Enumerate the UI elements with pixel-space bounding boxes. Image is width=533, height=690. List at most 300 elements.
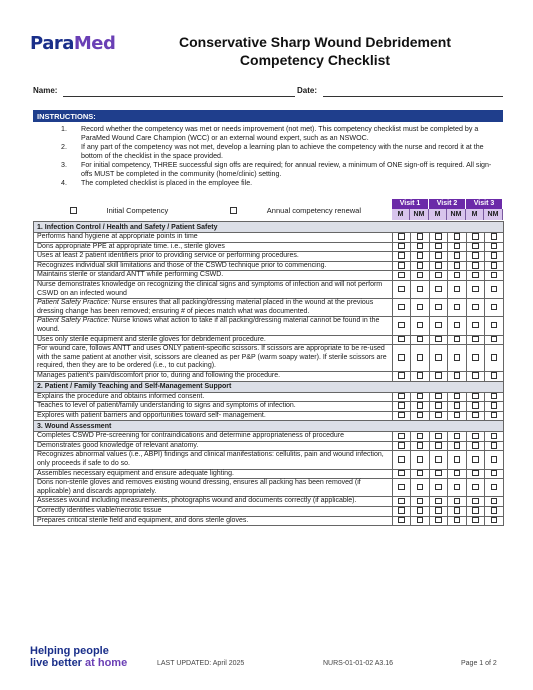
check-cell <box>485 335 504 345</box>
visit-2-met-checkbox[interactable] <box>435 243 442 250</box>
name-label: Name: <box>33 86 58 95</box>
visit-2-not-met-checkbox[interactable] <box>454 402 461 409</box>
visit-3-header: Visit 3 <box>466 199 503 209</box>
visit-1-met-checkbox[interactable] <box>398 470 405 477</box>
visit-3-met-checkbox[interactable] <box>472 507 479 514</box>
visit-2-not-met-checkbox[interactable] <box>454 286 461 293</box>
visit-1-not-met-checkbox[interactable] <box>417 517 424 524</box>
check-cell <box>467 469 485 479</box>
check-cell <box>485 299 504 317</box>
table-row <box>34 252 504 262</box>
visit-2-not-met-checkbox[interactable] <box>454 262 461 269</box>
visit-2-not-met-checkbox[interactable] <box>454 393 461 400</box>
task-text: Performs hand hygiene at appropriate points in time <box>37 233 198 240</box>
visit-1-met-checkbox[interactable] <box>398 286 405 293</box>
check-cell <box>430 479 448 497</box>
visit-1-not-met-checkbox[interactable] <box>417 372 424 379</box>
visit-1-met-checkbox[interactable] <box>398 233 405 240</box>
competency-task <box>34 441 393 451</box>
instruction-number: 2. <box>61 143 67 151</box>
check-cell <box>430 516 448 526</box>
visit-3-met-checkbox[interactable] <box>472 372 479 379</box>
task-text: Nurse demonstrates knowledge on recognizing the clinical signs and symptoms of infection and will not perform CSWD on an infected wound <box>37 280 383 297</box>
visit-3-met-checkbox[interactable] <box>472 336 479 343</box>
document-code: NURS-01-01-02 A3.16 <box>323 660 394 667</box>
instruction-item <box>61 161 502 179</box>
visit-2-not-met-checkbox[interactable] <box>454 498 461 505</box>
visit-2-not-met-checkbox[interactable] <box>454 372 461 379</box>
visit-1-met-checkbox[interactable] <box>398 456 405 463</box>
visit-3-met-checkbox[interactable] <box>472 402 479 409</box>
competency-task <box>34 411 393 421</box>
check-cell <box>448 479 467 497</box>
check-cell <box>411 507 430 517</box>
visit-1-not-met-checkbox[interactable] <box>417 354 424 361</box>
visit-3-not-met-checkbox[interactable] <box>491 272 498 279</box>
visit-2-not-met-checkbox[interactable] <box>454 354 461 361</box>
visit-1-met-checkbox[interactable] <box>398 442 405 449</box>
check-cell <box>467 233 485 243</box>
visit-2-met-checkbox[interactable] <box>435 470 442 477</box>
check-cell <box>467 411 485 421</box>
check-cell <box>448 261 467 271</box>
check-cell <box>485 345 504 372</box>
check-cell <box>393 371 411 381</box>
competency-task <box>34 233 393 243</box>
visit-1-not-met-checkbox[interactable] <box>417 484 424 491</box>
visit-1-not-met-checkbox[interactable] <box>417 262 424 269</box>
visit-1-met-checkbox[interactable] <box>398 262 405 269</box>
check-cell <box>448 317 467 335</box>
name-field[interactable] <box>63 96 295 97</box>
check-cell <box>430 411 448 421</box>
check-cell <box>411 441 430 451</box>
check-cell <box>485 233 504 243</box>
check-cell <box>411 392 430 402</box>
visit-3-not-met-checkbox[interactable] <box>491 412 498 419</box>
visit-2-not-met-checkbox[interactable] <box>454 252 461 259</box>
competency-task <box>34 497 393 507</box>
check-cell <box>393 441 411 451</box>
check-cell <box>430 371 448 381</box>
check-cell <box>411 411 430 421</box>
page-number: Page 1 of 2 <box>461 660 497 667</box>
check-cell <box>485 479 504 497</box>
check-cell <box>393 261 411 271</box>
visit-3-not-met-checkbox[interactable] <box>491 433 498 440</box>
check-cell <box>411 497 430 507</box>
check-cell <box>485 271 504 281</box>
check-cell <box>448 392 467 402</box>
visit-3-not-met-checkbox[interactable] <box>491 354 498 361</box>
check-cell <box>448 432 467 442</box>
table-row <box>34 261 504 271</box>
visit-2-met-checkbox[interactable] <box>435 433 442 440</box>
visit-3-met-checkbox[interactable] <box>472 456 479 463</box>
visit-1-not-met-checkbox[interactable] <box>417 243 424 250</box>
date-label: Date: <box>297 86 318 95</box>
page-title <box>150 33 480 69</box>
check-cell <box>467 252 485 262</box>
visit-2-met-checkbox[interactable] <box>435 402 442 409</box>
visit-3-met-checkbox[interactable] <box>472 517 479 524</box>
visit-3-met-checkbox[interactable] <box>472 243 479 250</box>
table-row <box>34 411 504 421</box>
visit-1-met-checkbox[interactable] <box>398 498 405 505</box>
check-cell <box>411 261 430 271</box>
check-cell <box>411 233 430 243</box>
visit-2-not-met-checkbox[interactable] <box>454 507 461 514</box>
visit-1-not-met-checkbox[interactable] <box>417 286 424 293</box>
visit-1-met-checkbox[interactable] <box>398 322 405 329</box>
visit-1-not-met-checkbox[interactable] <box>417 393 424 400</box>
check-cell <box>485 242 504 252</box>
check-cell <box>430 317 448 335</box>
visit-1-not-met-checkbox[interactable] <box>417 498 424 505</box>
paramed-logo: ParaMed <box>30 33 116 54</box>
check-cell <box>467 371 485 381</box>
check-cell <box>393 497 411 507</box>
instruction-item <box>61 125 502 143</box>
competency-type-options <box>70 206 421 215</box>
visit-1-met-checkbox[interactable] <box>398 393 405 400</box>
task-text: Uses at least 2 patient identifiers prior to providing service or performing procedures. <box>37 252 299 260</box>
visit-3-met-checkbox[interactable] <box>472 433 479 440</box>
visit-3-met-checkbox[interactable] <box>472 262 479 269</box>
footer-tagline: Helping people live better at home <box>30 645 128 669</box>
visit-1-not-met-checkbox[interactable] <box>417 336 424 343</box>
check-cell <box>430 497 448 507</box>
visit-2-met-checkbox[interactable] <box>435 286 442 293</box>
check-cell <box>467 299 485 317</box>
annual-renewal-checkbox[interactable] <box>230 207 237 214</box>
visit-1-not-met-checkbox[interactable] <box>417 456 424 463</box>
visit-3-not-met-checkbox[interactable] <box>491 470 498 477</box>
visit-2-met-checkbox[interactable] <box>435 442 442 449</box>
section-header-row <box>34 222 504 233</box>
task-text: Dons non-sterile gloves and removes existing wound dressing, ensures all packing has been removed (if applicable) and discards appropriately. <box>37 479 361 495</box>
table-row <box>34 345 504 372</box>
check-cell <box>467 441 485 451</box>
instruction-item <box>61 179 502 188</box>
visit-3-not-met-checkbox[interactable] <box>491 498 498 505</box>
check-cell <box>393 402 411 412</box>
instruction-text: For initial competency, THREE successful sign offs are required; for annual review, a minimum of ONE sign-off is required. All sign-offs MUST be completed in the community (home/clinic) setting. <box>81 161 492 178</box>
competency-task <box>34 451 393 469</box>
visit-1-met-checkbox[interactable] <box>398 372 405 379</box>
annual-renewal-option[interactable]: Annual competency renewal <box>230 206 391 215</box>
visit-3-not-met-checkbox[interactable] <box>491 442 498 449</box>
table-row <box>34 516 504 526</box>
visit-2-met-checkbox[interactable] <box>435 456 442 463</box>
check-cell <box>393 299 411 317</box>
visit-1-met-checkbox[interactable] <box>398 354 405 361</box>
visit-1-not-met-header: NM <box>410 209 429 220</box>
visit-3-met-checkbox[interactable] <box>472 322 479 329</box>
competency-task <box>34 335 393 345</box>
task-text: Demonstrates good knowledge of relevant anatomy. <box>37 441 199 449</box>
visit-1-met-checkbox[interactable] <box>398 272 405 279</box>
table-row <box>34 317 504 335</box>
competency-task <box>34 280 393 298</box>
check-cell <box>485 516 504 526</box>
visit-1-met-checkbox[interactable] <box>398 252 405 259</box>
task-text: Correctly identifies viable/necrotic tissue <box>37 507 162 515</box>
check-cell <box>411 479 430 497</box>
table-row <box>34 371 504 381</box>
check-cell <box>411 402 430 412</box>
visit-3-not-met-checkbox[interactable] <box>491 484 498 491</box>
check-cell <box>467 335 485 345</box>
visit-2-met-checkbox[interactable] <box>435 507 442 514</box>
check-cell <box>448 299 467 317</box>
visit-2-met-checkbox[interactable] <box>435 252 442 259</box>
visit-2-not-met-checkbox[interactable] <box>454 442 461 449</box>
task-text: Dons appropriate PPE at appropriate time. i.e., sterile gloves <box>37 242 225 250</box>
task-text: Prepares critical sterile field and equipment, and dons sterile gloves. <box>37 516 249 524</box>
check-cell <box>430 261 448 271</box>
initial-competency-option[interactable]: Initial Competency <box>70 206 198 215</box>
instruction-number: 4. <box>61 179 67 187</box>
instruction-text: If any part of the competency was not met, develop a learning plan to achieve the competency with the nurse and record it at the bottom of the checklist in the space provided. <box>81 143 484 160</box>
visit-3-not-met-header: NM <box>484 209 503 220</box>
instructions-list <box>62 125 502 188</box>
check-cell <box>485 432 504 442</box>
check-cell <box>393 516 411 526</box>
competency-task <box>34 345 393 372</box>
table-row <box>34 497 504 507</box>
visit-1-met-checkbox[interactable] <box>398 507 405 514</box>
instruction-text: The completed checklist is placed in the employee file. <box>81 179 253 187</box>
visit-3-met-checkbox[interactable] <box>472 286 479 293</box>
check-cell <box>393 233 411 243</box>
task-text: Completes CSWD Pre-screening for contraindications and determine appropriateness of procedure <box>37 432 344 440</box>
visit-3-not-met-checkbox[interactable] <box>491 456 498 463</box>
check-cell <box>411 242 430 252</box>
check-cell <box>467 242 485 252</box>
visit-2-not-met-checkbox[interactable] <box>454 456 461 463</box>
visit-1-not-met-checkbox[interactable] <box>417 470 424 477</box>
check-cell <box>430 392 448 402</box>
visit-2-not-met-checkbox[interactable] <box>454 433 461 440</box>
visit-1-not-met-checkbox[interactable] <box>417 233 424 240</box>
check-cell <box>485 441 504 451</box>
visit-3-not-met-checkbox[interactable] <box>491 372 498 379</box>
visit-2-not-met-checkbox[interactable] <box>454 322 461 329</box>
visit-2-not-met-checkbox[interactable] <box>454 272 461 279</box>
check-cell <box>393 432 411 442</box>
check-cell <box>485 392 504 402</box>
table-row <box>34 432 504 442</box>
visit-1-not-met-checkbox[interactable] <box>417 412 424 419</box>
visit-3-met-checkbox[interactable] <box>472 304 479 311</box>
competency-task <box>34 242 393 252</box>
visit-2-met-checkbox[interactable] <box>435 272 442 279</box>
check-cell <box>393 271 411 281</box>
visit-3-met-checkbox[interactable] <box>472 484 479 491</box>
visit-1-not-met-checkbox[interactable] <box>417 402 424 409</box>
section-title: 3. Wound Assessment <box>34 421 504 432</box>
visit-2-met-checkbox[interactable] <box>435 372 442 379</box>
check-cell <box>485 317 504 335</box>
check-cell <box>393 507 411 517</box>
check-cell <box>411 371 430 381</box>
initial-competency-checkbox[interactable] <box>70 207 77 214</box>
check-cell <box>411 271 430 281</box>
visit-2-not-met-checkbox[interactable] <box>454 484 461 491</box>
check-cell <box>430 451 448 469</box>
section-header-row <box>34 421 504 432</box>
instructions-header: INSTRUCTIONS: <box>33 110 503 122</box>
visit-2-not-met-checkbox[interactable] <box>454 336 461 343</box>
check-cell <box>448 507 467 517</box>
task-text: Manages patient’s pain/discomfort prior to, during and following the procedure. <box>37 371 281 379</box>
visit-1-met-checkbox[interactable] <box>398 412 405 419</box>
table-row <box>34 469 504 479</box>
visit-2-not-met-checkbox[interactable] <box>454 243 461 250</box>
visit-3-not-met-checkbox[interactable] <box>491 322 498 329</box>
check-cell <box>467 345 485 372</box>
visit-2-not-met-checkbox[interactable] <box>454 470 461 477</box>
visit-2-header: Visit 2 <box>429 199 466 209</box>
date-field[interactable] <box>323 96 503 97</box>
visit-2-met-checkbox[interactable] <box>435 412 442 419</box>
check-cell <box>393 392 411 402</box>
check-cell <box>448 371 467 381</box>
visit-1-not-met-checkbox[interactable] <box>417 304 424 311</box>
visit-3-not-met-checkbox[interactable] <box>491 402 498 409</box>
competency-task <box>34 252 393 262</box>
section-title: 1. Infection Control / Health and Safety / Patient Safety <box>34 222 504 233</box>
visit-2-met-checkbox[interactable] <box>435 393 442 400</box>
visit-2-met-checkbox[interactable] <box>435 233 442 240</box>
instruction-text: Record whether the competency was met or needs improvement (not met). This competency checklist must be completed by a ParaMed Wound Care Champion (WCC) or an external wound expert, such as an NSWOC. <box>81 125 479 142</box>
visit-1-header: Visit 1 <box>392 199 429 209</box>
table-row <box>34 242 504 252</box>
visit-1-not-met-checkbox[interactable] <box>417 272 424 279</box>
check-cell <box>448 271 467 281</box>
check-cell <box>393 479 411 497</box>
check-cell <box>467 280 485 298</box>
check-cell <box>430 469 448 479</box>
visit-3-met-checkbox[interactable] <box>472 354 479 361</box>
visit-3-not-met-checkbox[interactable] <box>491 233 498 240</box>
check-cell <box>467 432 485 442</box>
visit-3-not-met-checkbox[interactable] <box>491 507 498 514</box>
visit-1-met-checkbox[interactable] <box>398 243 405 250</box>
visit-2-met-checkbox[interactable] <box>435 498 442 505</box>
check-cell <box>411 451 430 469</box>
visit-1-met-checkbox[interactable] <box>398 433 405 440</box>
check-cell <box>467 261 485 271</box>
visit-3-not-met-checkbox[interactable] <box>491 252 498 259</box>
competency-task <box>34 392 393 402</box>
check-cell <box>411 432 430 442</box>
visit-2-met-checkbox[interactable] <box>435 322 442 329</box>
visit-2-met-checkbox[interactable] <box>435 354 442 361</box>
visit-1-met-checkbox[interactable] <box>398 484 405 491</box>
task-text: Teaches to level of patient/family understanding to signs and symptoms of infection. <box>37 402 296 410</box>
visit-3-not-met-checkbox[interactable] <box>491 243 498 250</box>
visit-1-met-checkbox[interactable] <box>398 402 405 409</box>
check-cell <box>393 252 411 262</box>
visit-2-not-met-checkbox[interactable] <box>454 233 461 240</box>
visit-2-not-met-checkbox[interactable] <box>454 412 461 419</box>
competency-task <box>34 299 393 317</box>
visit-2-met-checkbox[interactable] <box>435 484 442 491</box>
visit-2-met-checkbox[interactable] <box>435 517 442 524</box>
check-cell <box>448 335 467 345</box>
title-line-1: Conservative Sharp Wound Debridement <box>178 34 451 50</box>
table-row <box>34 451 504 469</box>
visit-2-met-checkbox[interactable] <box>435 336 442 343</box>
competency-task <box>34 432 393 442</box>
competency-task <box>34 402 393 412</box>
visit-2-not-met-checkbox[interactable] <box>454 517 461 524</box>
check-cell <box>485 402 504 412</box>
name-date-row <box>33 86 503 100</box>
visit-3-met-checkbox[interactable] <box>472 233 479 240</box>
competency-task <box>34 469 393 479</box>
visit-3-met-checkbox[interactable] <box>472 272 479 279</box>
check-cell <box>430 345 448 372</box>
task-text: Uses only sterile equipment and sterile gloves for debridement procedure. <box>37 335 266 343</box>
competency-table <box>33 221 504 526</box>
visit-1-met-checkbox[interactable] <box>398 336 405 343</box>
title-line-2: Competency Checklist <box>239 52 391 68</box>
check-cell <box>485 261 504 271</box>
visit-1-not-met-checkbox[interactable] <box>417 442 424 449</box>
visit-1-not-met-checkbox[interactable] <box>417 507 424 514</box>
check-cell <box>430 233 448 243</box>
visit-3-met-checkbox[interactable] <box>472 442 479 449</box>
visit-3-met-checkbox[interactable] <box>472 252 479 259</box>
table-row <box>34 280 504 298</box>
visit-3-met-checkbox[interactable] <box>472 412 479 419</box>
visit-3-met-checkbox[interactable] <box>472 470 479 477</box>
visit-1-met-checkbox[interactable] <box>398 517 405 524</box>
task-text: Assesses wound including measurements, photographs wound and documents correctly (if applicable). <box>37 497 357 505</box>
visit-3-not-met-checkbox[interactable] <box>491 286 498 293</box>
check-cell <box>430 507 448 517</box>
visit-1-met-checkbox[interactable] <box>398 304 405 311</box>
visit-2-met-checkbox[interactable] <box>435 262 442 269</box>
check-cell <box>411 345 430 372</box>
visit-3-met-checkbox[interactable] <box>472 393 479 400</box>
visit-3-not-met-checkbox[interactable] <box>491 517 498 524</box>
visit-3-not-met-checkbox[interactable] <box>491 262 498 269</box>
visit-3-not-met-checkbox[interactable] <box>491 393 498 400</box>
check-cell <box>411 252 430 262</box>
visit-1-not-met-checkbox[interactable] <box>417 252 424 259</box>
visit-3-not-met-checkbox[interactable] <box>491 304 498 311</box>
visit-3-not-met-checkbox[interactable] <box>491 336 498 343</box>
table-row <box>34 335 504 345</box>
competency-task <box>34 507 393 517</box>
check-cell <box>448 469 467 479</box>
visit-2-met-header: M <box>429 209 447 220</box>
visit-2-not-met-checkbox[interactable] <box>454 304 461 311</box>
visit-2-met-checkbox[interactable] <box>435 304 442 311</box>
visit-1-not-met-checkbox[interactable] <box>417 433 424 440</box>
last-updated: LAST UPDATED: April 2025 <box>157 660 245 667</box>
instruction-number: 1. <box>61 125 67 133</box>
check-cell <box>411 317 430 335</box>
visit-1-not-met-checkbox[interactable] <box>417 322 424 329</box>
table-row <box>34 271 504 281</box>
visit-3-met-checkbox[interactable] <box>472 498 479 505</box>
check-cell <box>430 252 448 262</box>
